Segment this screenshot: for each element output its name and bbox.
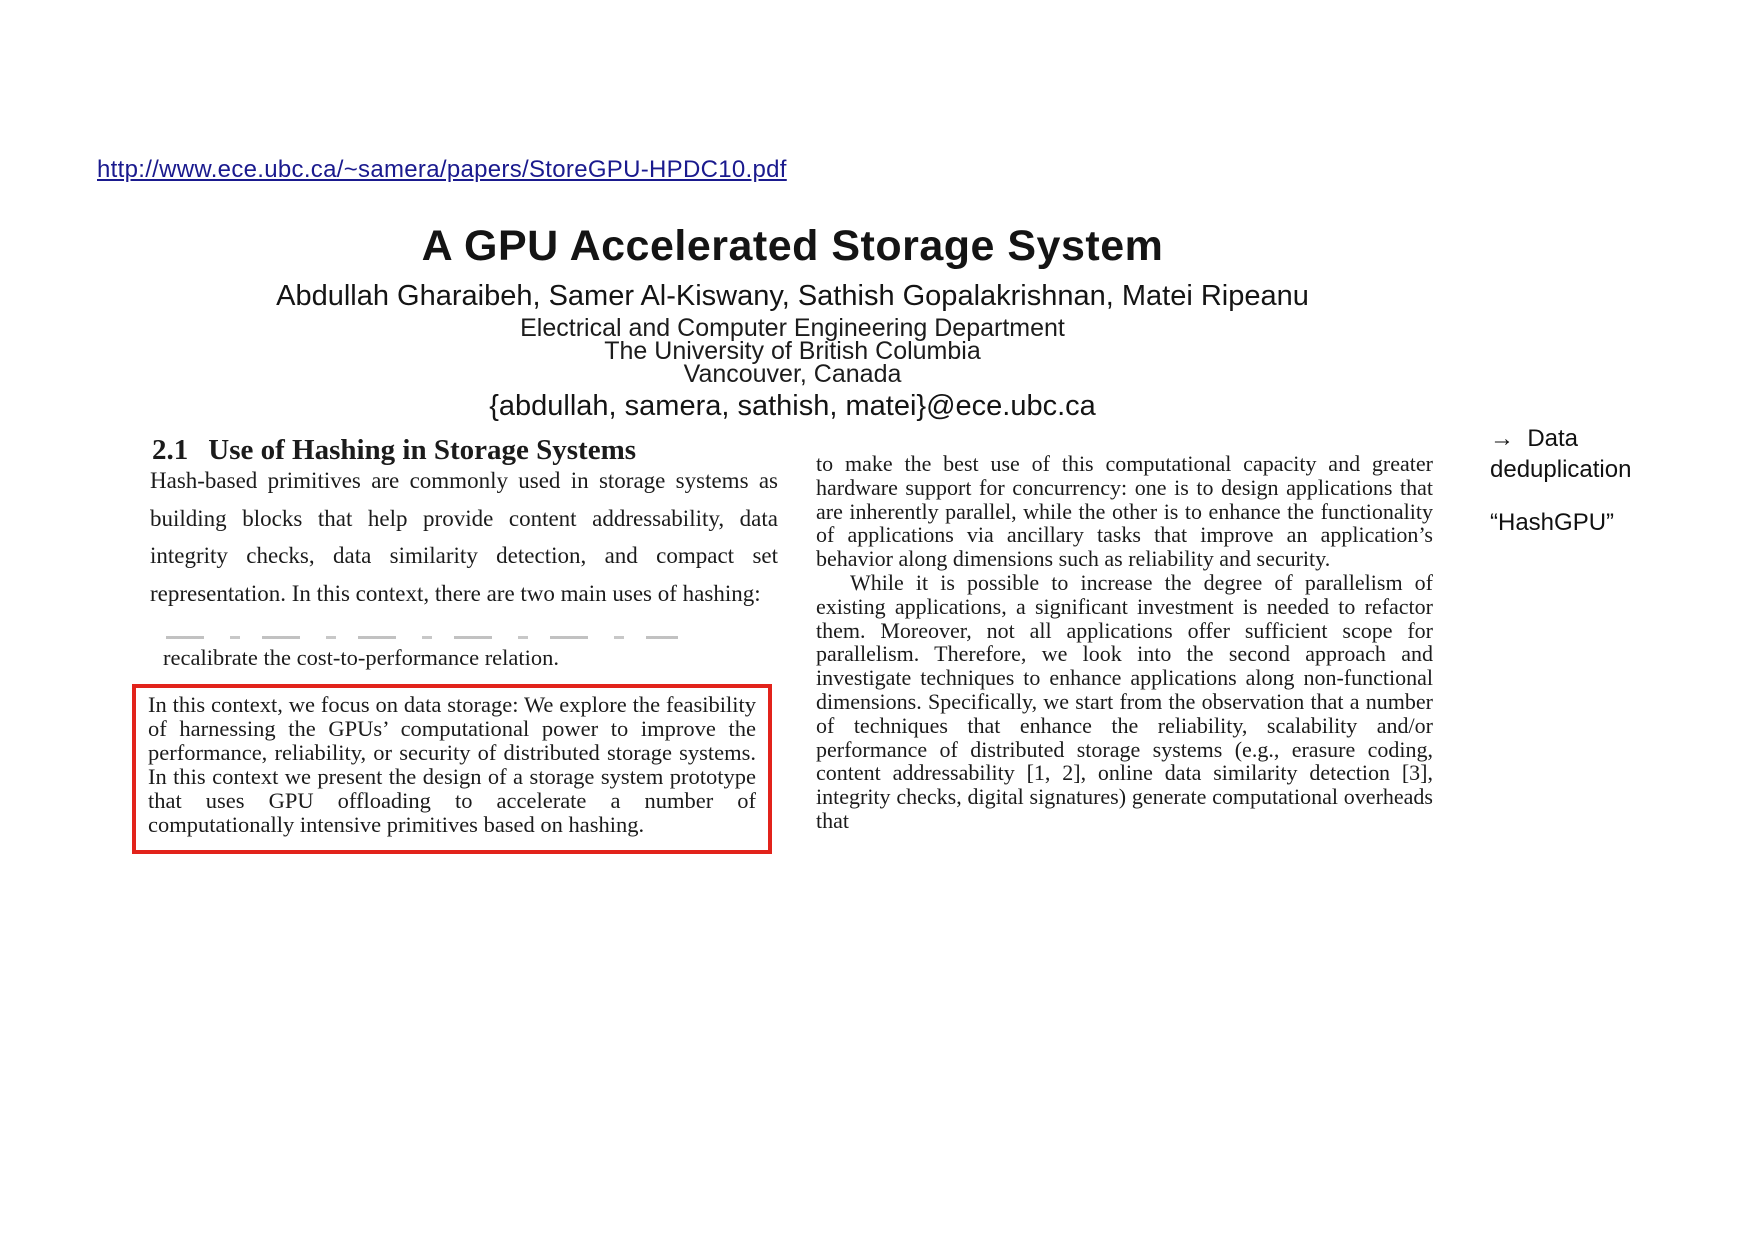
cropped-text-artifact [166,636,678,639]
margin-note-hashgpu: “HashGPU” [1490,509,1615,536]
paper-affiliation-university: The University of British Columbia [604,337,981,365]
margin-note-deduplication-label: deduplication [1490,455,1632,483]
paper-affiliation-department: Electrical and Computer Engineering Department [520,314,1065,342]
red-highlight-box [132,684,772,854]
highlighted-paragraph: In this context, we focus on data storage: We explore the feasibility of harnessing the GPUs’ computational power to improve the performance, reliability, or security of distributed storage systems. In this context we present the design of a storage system prototype that uses GPU offloading to accelerate a number of computationally intensive primitives based on hashing. [148,692,756,837]
section-title: Use of Hashing in Storage Systems [208,434,637,466]
section-number: 2.1 [152,434,189,466]
margin-note-data-deduplication [1490,424,1680,485]
paper-author-emails: {abdullah, samera, sathish, matei}@ece.ubc.ca [489,390,1096,422]
arrow-right-icon: → Data [1490,425,1579,452]
paper-authors: Abdullah Gharaibeh, Samer Al-Kiswany, Sathish Gopalakrishnan, Matei Ripeanu [276,280,1309,312]
right-column-paragraph-2: While it is possible to increase the degree of parallelism of existing applications, a significant investment is needed to refactor them. Moreover, not all applications offer sufficient scope for parallelism. Therefore, we look into the second approach and investigate techniques to enhance applications along non-functional dimensions. Specifically, we start from the observation that a number of techniques that enhance the reliability, scalability and/or performance of distributed storage systems (e.g., erasure coding, content addressability [1, 2], online data similarity detection [3], integrity checks, digital signatures) generate computational overheads that [816,569,1433,833]
paper-url-link[interactable]: http://www.ece.ubc.ca/~samera/papers/StoreGPU-HPDC10.pdf [97,156,787,183]
right-column-paragraph-1: to make the best use of this computational capacity and greater hardware support for concurrency: one is to design applications that are inherently parallel, while the other is to enhance the functionality of applications via ancillary tasks that improve an application’s behavior along dimensions such as reliability and security. [816,451,1433,572]
left-column-paragraph: Hash-based primitives are commonly used in storage systems as building blocks that help provide content addressability, data integrity checks, data similarity detection, and compact set representation. In this context, there are two main uses of hashing: [150,468,778,606]
left-column-fragment-line: recalibrate the cost-to-performance relation. [163,645,560,670]
right-column [816,452,1433,833]
paper-title: A GPU Accelerated Storage System [421,222,1164,270]
paper-affiliation-city: Vancouver, Canada [683,360,902,388]
